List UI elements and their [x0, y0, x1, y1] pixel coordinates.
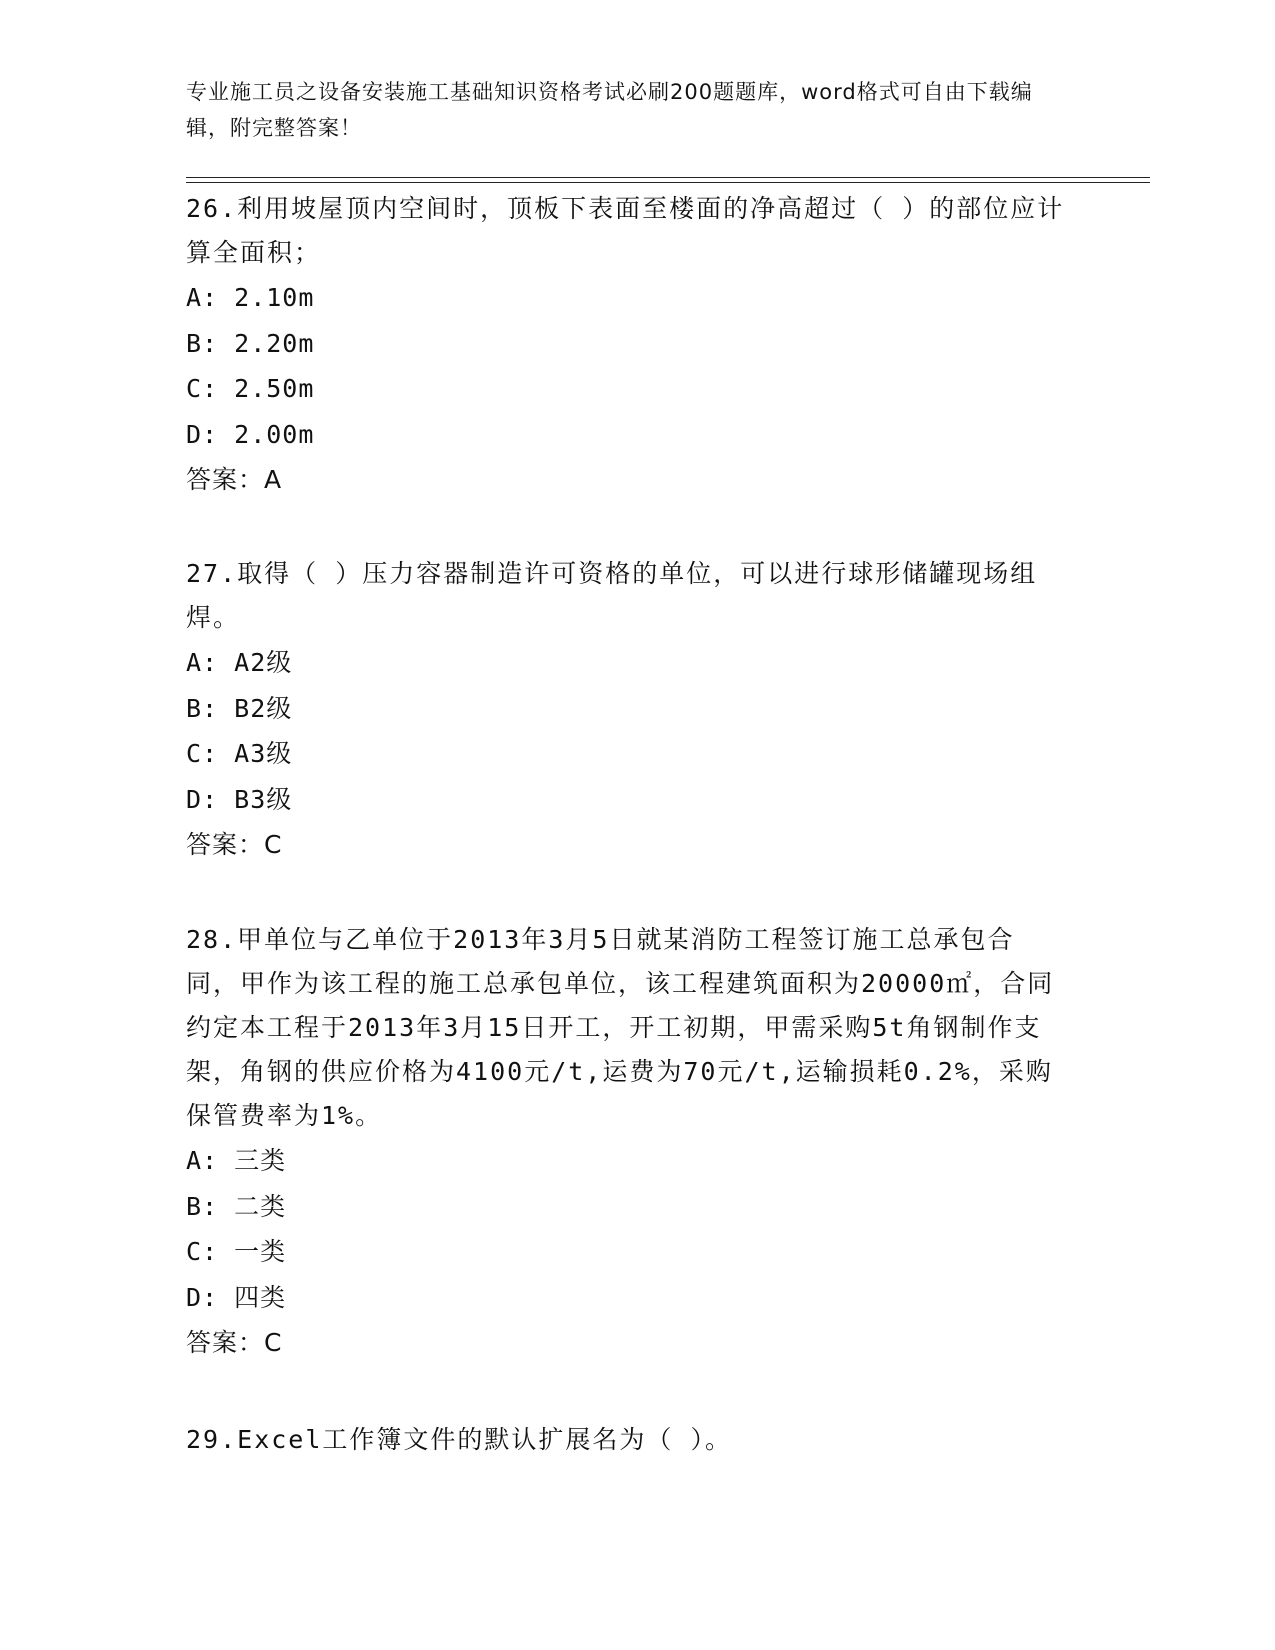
question-28 [186, 918, 1066, 1365]
question-stem: 27.取得（ ）压力容器制造许可资格的单位，可以进行球形储罐现场组焊。 [186, 559, 1038, 632]
option-d: D: 2.00m [186, 419, 315, 449]
option-d: D: 四类 [186, 1282, 287, 1312]
option-b: B: 二类 [186, 1191, 287, 1221]
option-a: A: 三类 [186, 1146, 287, 1175]
question-stem: 26.利用坡屋顶内空间时，顶板下表面至楼面的净高超过（ ）的部位应计算全面积； [186, 194, 1065, 267]
option-c: C: A3级 [186, 739, 293, 768]
question-stem: 28.甲单位与乙单位于2013年3月5日就某消防工程签订施工总承包合同，甲作为该工程的施工总承包单位，该工程建筑面积为20000㎡，合同约定本工程于2013年3月15日开工，开工初期，甲需采购5t角钢制作支架，角钢的供应价格为4100元/t,运费为70元/t,运输损耗0.2%，采购保管费率为1%。 [186, 925, 1055, 1130]
option-b: B: B2级 [186, 693, 293, 723]
question-26 [186, 187, 1066, 502]
option-a: A: A2级 [186, 648, 293, 677]
answer: 答案：C [186, 1328, 283, 1357]
option-c: C: 一类 [186, 1237, 287, 1266]
option-b: B: 2.20m [186, 328, 315, 358]
question-27 [186, 552, 1066, 867]
option-c: C: 2.50m [186, 374, 315, 403]
option-a: A: 2.10m [186, 283, 315, 312]
answer: 答案：A [186, 465, 283, 494]
question-stem: 29.Excel工作簿文件的默认扩展名为（ ）。 [186, 1425, 732, 1454]
question-29 [186, 1418, 1066, 1462]
header-divider-top [186, 177, 1150, 178]
header-divider-bottom [186, 182, 1150, 183]
option-d: D: B3级 [186, 784, 293, 814]
document-header: 专业施工员之设备安装施工基础知识资格考试必刷200题题库，word格式可自由下载编辑，附完整答案！ [186, 80, 1033, 140]
answer: 答案：C [186, 830, 283, 859]
